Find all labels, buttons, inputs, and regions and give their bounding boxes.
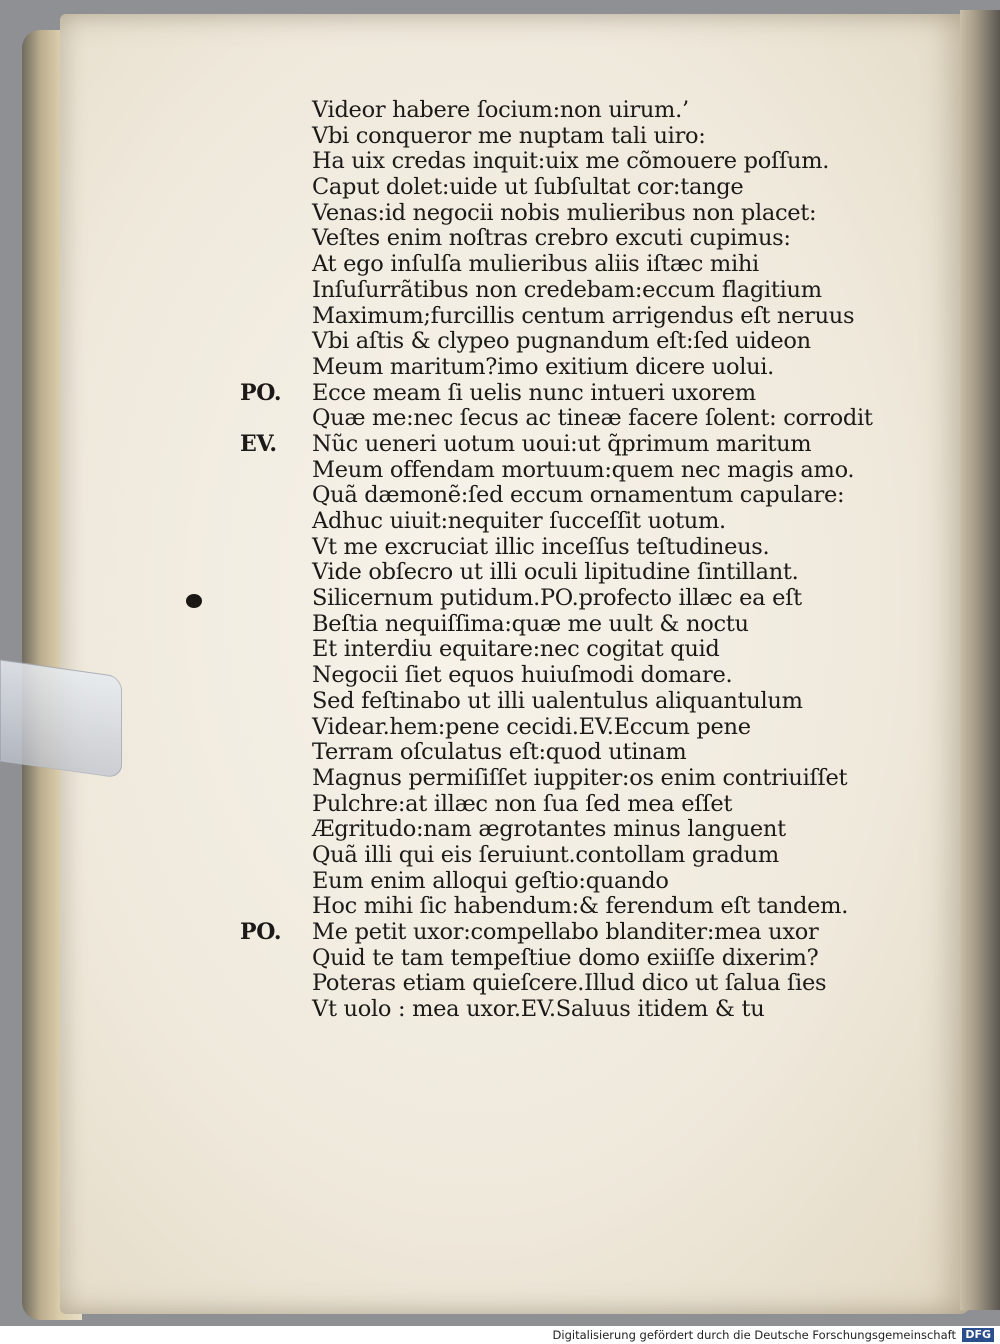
verse-text: Videor habere ſocium:non uirum.’: [312, 97, 689, 123]
verse-text: Terram oſculatus eſt:quod utinam: [312, 739, 687, 766]
text-line: [240, 817, 840, 843]
text-line: [240, 946, 840, 972]
text-line: [240, 252, 840, 278]
verse-text: Quã illi qui eis ſeruiunt.contollam gradum: [312, 841, 779, 868]
text-line: [240, 764, 848, 792]
verse-text: Vbi conqueror me nuptam tali uiro:: [312, 122, 706, 149]
text-line: [240, 893, 849, 920]
text-line: [240, 535, 840, 561]
verse-text: Caput dolet:uide ut ſubſultat cor:tange: [312, 174, 744, 201]
footer-credit: Digitalisierung gefördert durch die Deutsche Forschungsgemeinschaft: [552, 1328, 956, 1342]
text-line: [240, 586, 840, 612]
verse-text: At ego inſulſa mulieribus aliis iſtæc mihi: [312, 251, 759, 278]
text-line: [240, 432, 840, 458]
text-line: [240, 971, 840, 997]
text-line: [240, 456, 855, 484]
verse-text: Sed feſtinabo ut illi ualentulus aliquantulum: [312, 687, 803, 714]
text-line: [240, 612, 840, 638]
verse-text: Quæ me:nec ſecus ac tineæ facere ſolent: corrodit: [312, 405, 873, 432]
text-line: [240, 278, 840, 304]
text-line: [240, 355, 840, 381]
verse-text: Vbi aſtis & clypeo pugnandum eſt:ſed uideon: [312, 328, 811, 355]
text-line: [240, 302, 855, 330]
text-line: [240, 175, 840, 201]
verse-text: Venas:id negocii nobis mulieribus non placet:: [312, 199, 817, 226]
verse-text: Et interdiu equitare:nec cogitat quid: [312, 636, 720, 663]
text-line: [240, 509, 840, 535]
text-line: [240, 405, 873, 432]
text-line: [240, 149, 840, 175]
text-line: [240, 201, 840, 227]
verse-text: Vide obſecro ut illi oculi lipitudine ſintillant.: [312, 559, 799, 586]
verse-text: Nũc ueneri uotum uoui:ut q̃primum maritum: [312, 430, 812, 457]
text-line: [240, 920, 840, 946]
verse-text: Me petit uxor:compellabo blanditer:mea uxor: [312, 919, 819, 945]
dfg-logo: DFG: [962, 1328, 994, 1342]
verse-text: Meum offendam mortuum:quem nec magis amo.: [312, 456, 855, 483]
text-line: [240, 740, 840, 766]
text-line: [240, 637, 840, 663]
text-line: [240, 715, 840, 741]
text-line: [240, 689, 840, 715]
verse-text: Quid te tam tempeſtiue domo exiiſſe dixerim?: [312, 944, 819, 971]
text-line: [240, 482, 845, 509]
text-line: [240, 997, 840, 1023]
verse-text: Meum maritum?imo exitium dicere uolui.: [312, 353, 775, 380]
verse-text: Inſuſurrãtibus non credebam:eccum flagitium: [312, 276, 822, 303]
verse-text: Pulchre:at illæc non ſua ſed mea eſſet: [312, 790, 733, 817]
verse-text: Vt me excruciat illic inceſſus teſtudineus.: [312, 533, 770, 560]
verse-text: Eum enim alloqui geſtio:quando: [312, 867, 669, 894]
verse-text: Silicernum putidum.PO.profecto illæc ea eſt: [312, 585, 802, 612]
text-line: [240, 226, 840, 252]
verse-text: Vt uolo : mea uxor.EV.Saluus itidem & tu: [312, 996, 765, 1023]
verse-text: Poteras etiam quieſcere.Illud dico ut ſalua ſies: [312, 970, 827, 997]
text-line: [240, 329, 840, 355]
verse-text: Quã dæmonẽ:ſed eccum ornamentum capulare:: [312, 482, 845, 509]
text-line: [240, 792, 840, 818]
verse-text: Videar.hem:pene cecidi.EV.Eccum pene: [312, 713, 751, 740]
verse-text: Beſtia nequiſſima:quæ me uult & noctu: [312, 610, 749, 637]
footer-bar: [0, 1326, 1000, 1344]
verse-text: Ha uix credas inquit:uix me cõmouere poſſum.: [312, 148, 830, 175]
text-line: [240, 98, 840, 124]
text-line: [240, 560, 840, 586]
text-line: [240, 124, 840, 150]
ink-spot: [186, 594, 202, 608]
page-weight-ruler: [0, 659, 122, 778]
verse-text: Ægritudo:nam ægrotantes minus languent: [312, 816, 786, 843]
text-line: [240, 843, 840, 869]
speaker-label: EV.: [240, 430, 277, 457]
verse-text: Negocii ſiet equos huiuſmodi domare.: [312, 662, 733, 689]
speaker-label: PO.: [240, 919, 282, 945]
speaker-label: PO.: [240, 379, 282, 406]
verse-text: Veſtes enim noſtras crebro excuti cupimus:: [312, 225, 791, 252]
verse-text: Magnus permiſiſſet iuppiter:os enim contriuiſſet: [312, 764, 848, 791]
text-line: [240, 869, 840, 895]
text-line: [240, 381, 840, 407]
verse-text: Hoc mihi ſic habendum:& ferendum eſt tandem.: [312, 893, 849, 920]
book-spine: [960, 10, 1000, 1310]
verse-text: Ecce meam ſi uelis nunc intueri uxorem: [312, 379, 756, 406]
text-line: [240, 663, 840, 689]
verse-text: Maximum;furcillis centum arrigendus eſt neruus: [312, 302, 855, 329]
page-text-block: [240, 97, 873, 1023]
verse-text: Adhuc uiuit:nequiter ſucceſſit uotum.: [312, 508, 726, 534]
